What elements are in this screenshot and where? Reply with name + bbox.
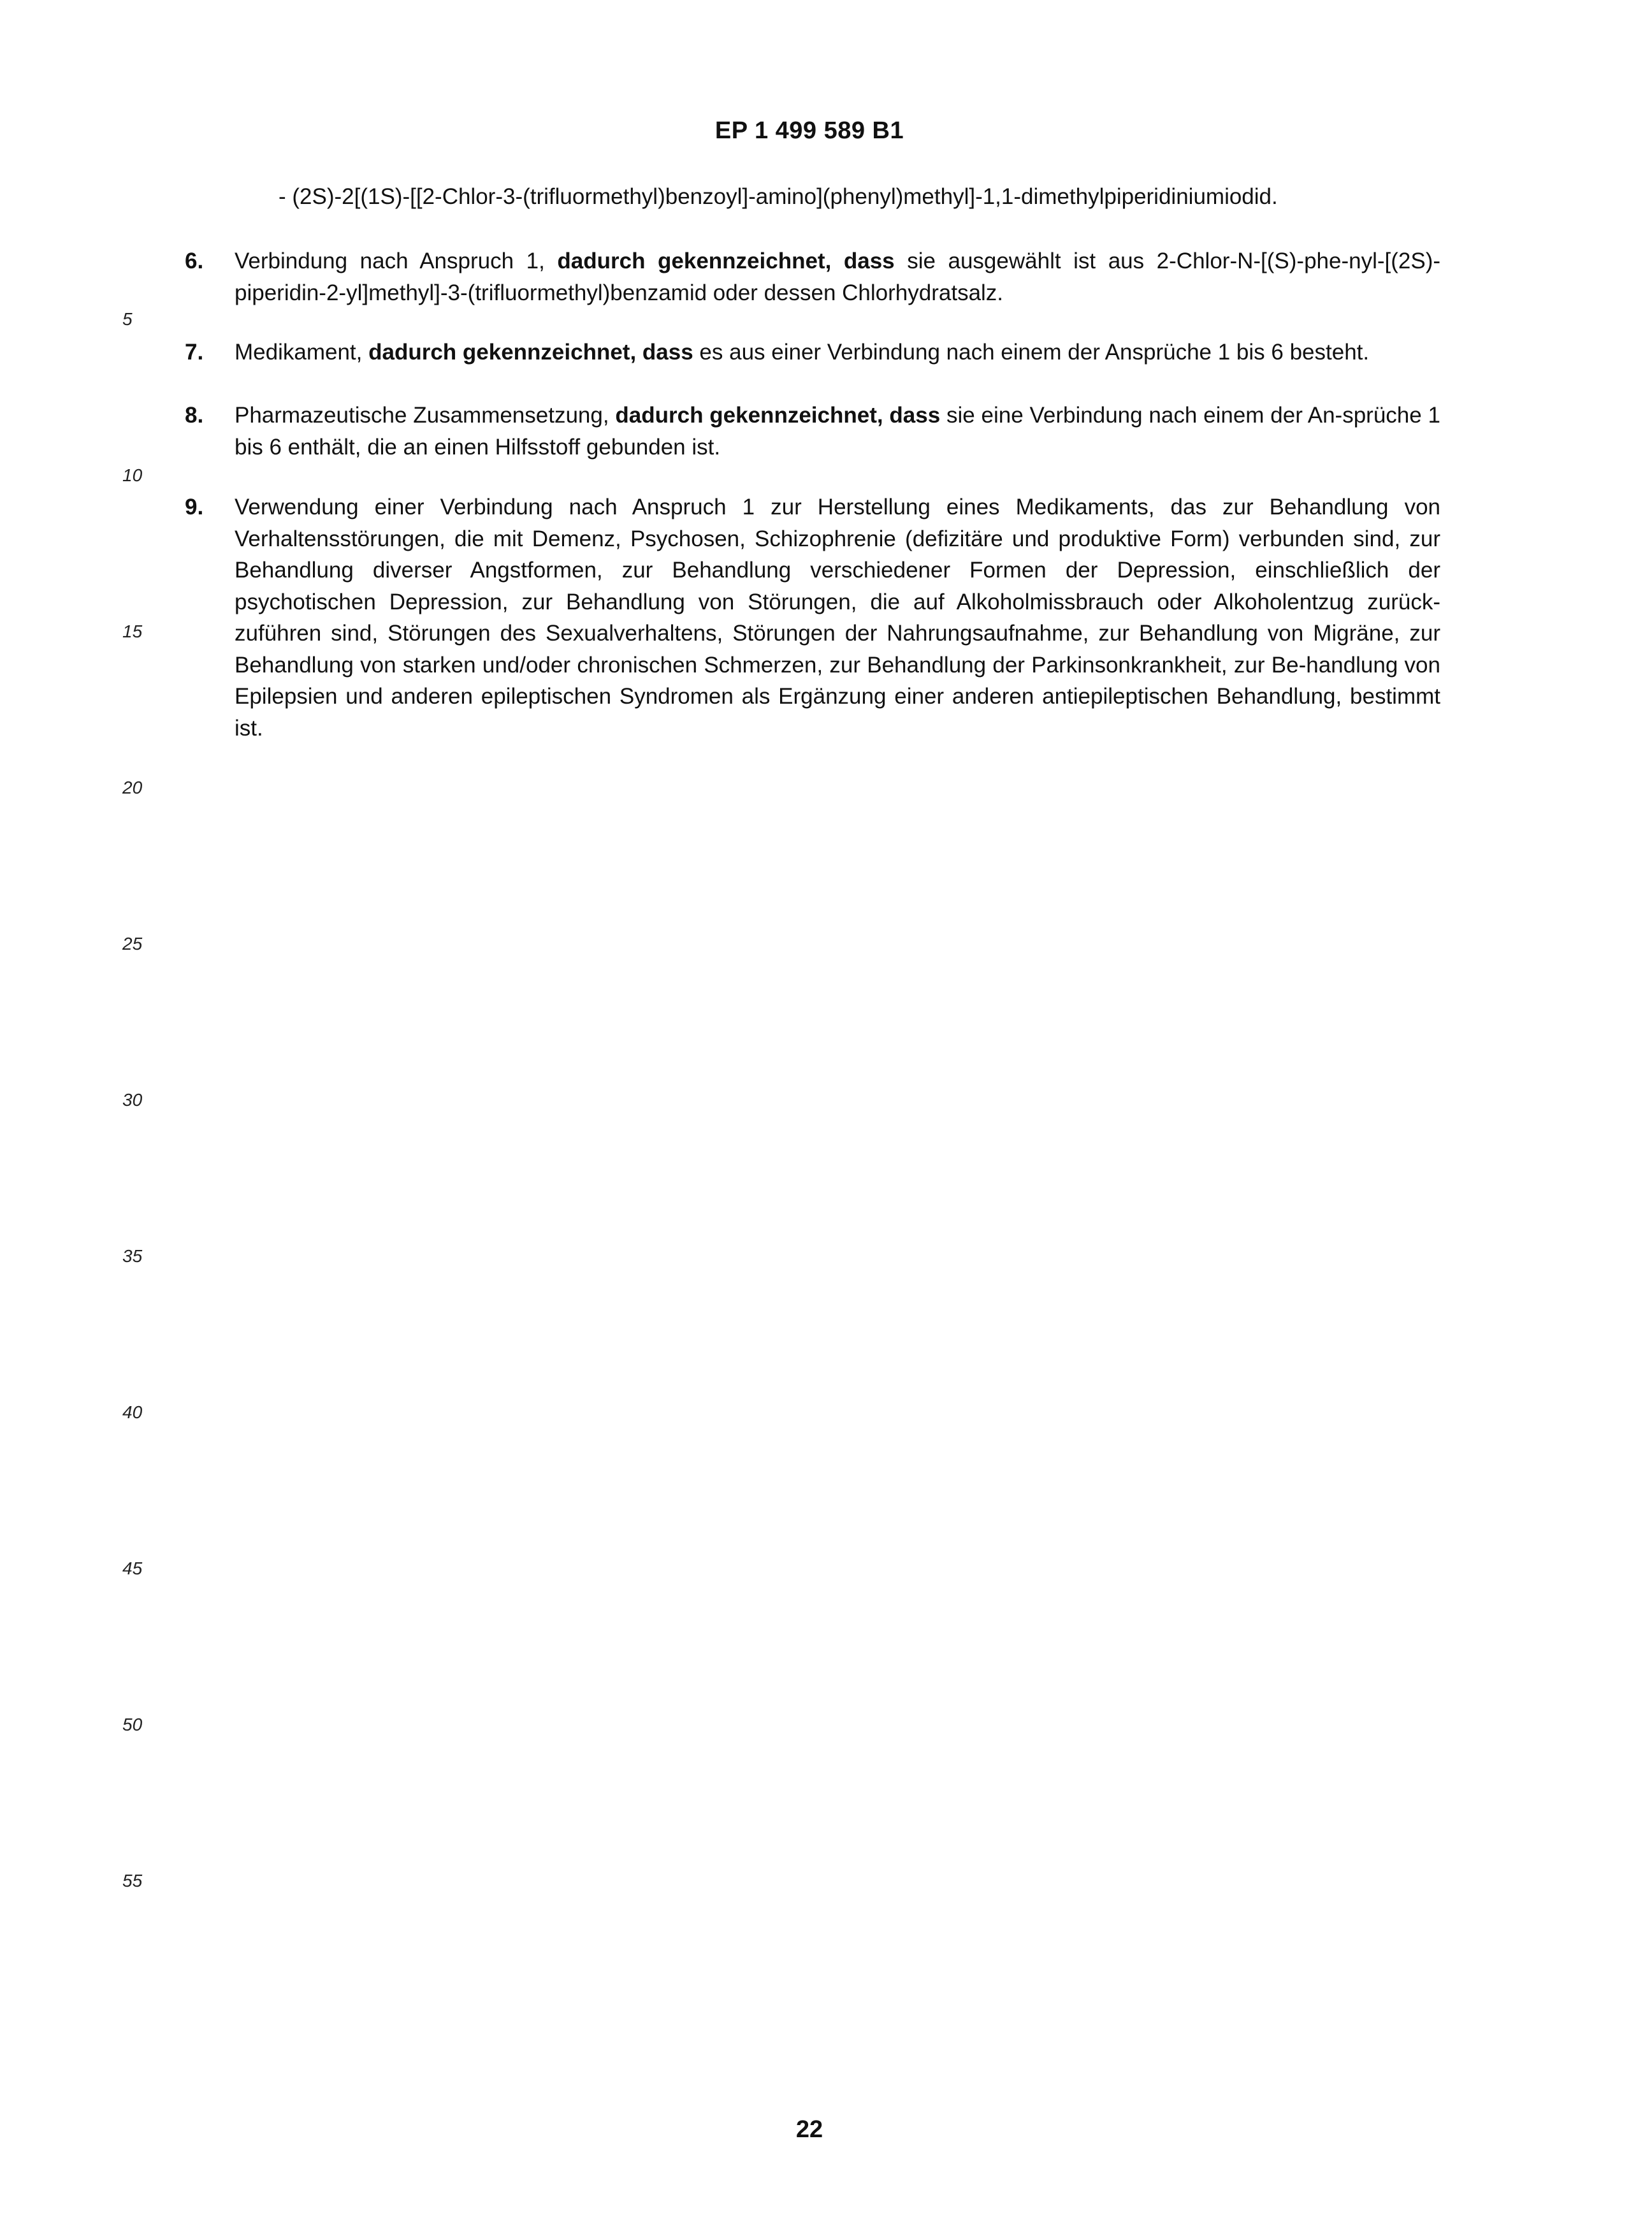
claim-5-continuation-line: - (2S)-2[(1S)-[[2-Chlor-3-(trifluormethyl)benzoyl]-amino](phenyl)methyl]-1,1-dimethylpiperidiniumiodid. bbox=[279, 184, 1278, 209]
claim-text-rest: es aus einer Verbindung nach einem der Ansprüche 1 bis 6 besteht. bbox=[693, 340, 1370, 365]
claim-text bbox=[235, 245, 1440, 309]
claim-text bbox=[235, 337, 1440, 368]
claim-6 bbox=[185, 245, 1440, 309]
margin-line-number: 50 bbox=[122, 1715, 143, 1734]
claim-number: 8. bbox=[185, 403, 204, 428]
claim-text-lead: Pharmazeutische Zusammensetzung, bbox=[235, 403, 616, 428]
claim-number: 9. bbox=[185, 495, 204, 519]
claim-text-rest: sie eine Verbindung nach einem der An-sprüche 1 bis 6 enthält, die an einen Hilfsstoff gebunden ist. bbox=[235, 403, 1440, 460]
margin-line-number: 45 bbox=[122, 1558, 143, 1578]
margin-line-number: 5 bbox=[122, 309, 133, 329]
claim-text-lead: Verwendung einer Verbindung nach Anspruch 1 zur Herstellung eines Medikaments, das zur Behandlung von Verhaltensstörungen, die mit Demenz, Psychosen, Schizophrenie (defizitäre und produktive Form) verbunden sind, zur Behandlung diverser Angstformen, zur Behandlung verschiedener Formen der Depression, einschließlich der psychotischen Depression, zur Behandlung von Störungen, die auf Alkoholmissbrauch oder Alkoholentzug zurück-zuführen sind, Störungen des Sexualverhaltens, Störungen der Nahrungsaufnahme, zur Behandlung von Migräne, zur Behandlung von starken und/oder chronischen Schmerzen, zur Behandlung der Parkinsonkrankheit, zur Be-handlung von Epilepsien und anderen epileptischen Syndromen als Ergänzung einer anderen antiepileptischen Behandlung, bestimmt ist. bbox=[235, 495, 1440, 741]
claim-7 bbox=[185, 337, 1440, 368]
margin-line-number: 35 bbox=[122, 1246, 143, 1266]
margin-line-number: 15 bbox=[122, 621, 143, 641]
page-number: 22 bbox=[795, 2116, 823, 2143]
margin-line-number: 10 bbox=[122, 465, 143, 485]
document-number-header: EP 1 499 589 B1 bbox=[714, 117, 904, 144]
claim-characterizing-phrase: dadurch gekennzeichnet, dass bbox=[557, 249, 895, 273]
claim-number: 6. bbox=[185, 249, 204, 273]
claim-number: 7. bbox=[185, 340, 204, 365]
claim-9 bbox=[185, 491, 1440, 744]
margin-line-number: 55 bbox=[122, 1871, 143, 1891]
margin-line-number: 25 bbox=[122, 934, 143, 954]
claim-text-lead: Verbindung nach Anspruch 1, bbox=[235, 249, 558, 273]
claim-characterizing-phrase: dadurch gekennzeichnet, dass bbox=[368, 340, 693, 365]
claim-8 bbox=[185, 400, 1440, 463]
claim-characterizing-phrase: dadurch gekennzeichnet, dass bbox=[615, 403, 941, 428]
margin-line-number: 30 bbox=[122, 1090, 143, 1110]
claim-text-rest: sie ausgewählt ist aus 2-Chlor-N-[(S)-phe-nyl-[(2S)-piperidin-2-yl]methyl]-3-(trifluormethyl)benzamid oder dessen Chlorhydratsalz. bbox=[235, 249, 1441, 305]
claim-text-lead: Medikament, bbox=[235, 340, 369, 365]
claim-text bbox=[235, 400, 1440, 463]
margin-line-number: 40 bbox=[122, 1402, 143, 1422]
claim-text bbox=[235, 491, 1440, 744]
margin-line-number: 20 bbox=[122, 778, 143, 797]
